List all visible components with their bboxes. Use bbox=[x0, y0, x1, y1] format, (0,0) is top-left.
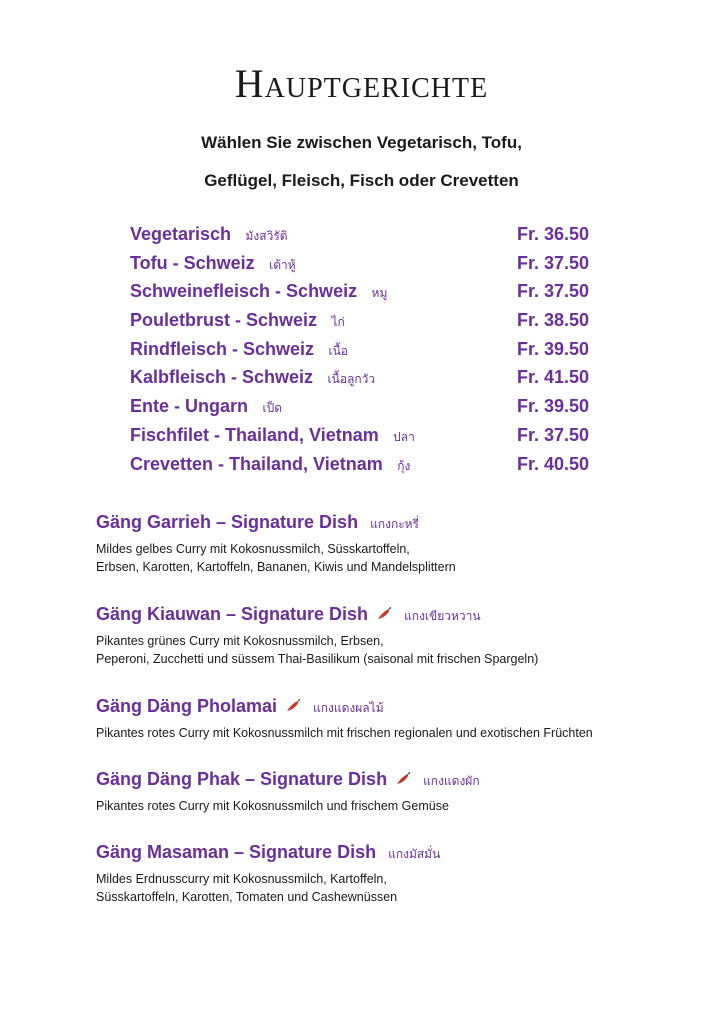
dish-thai-name: แกงเขียวหวาน bbox=[404, 609, 481, 623]
item-thai-name: เต้าหู้ bbox=[269, 257, 296, 272]
item-price: Fr. 37.50 bbox=[517, 424, 590, 445]
dish-heading bbox=[96, 769, 696, 791]
item-name: Crevetten - Thailand, Vietnam bbox=[130, 453, 383, 474]
dish-description bbox=[96, 798, 696, 816]
dish-description-line: Süsskartoffeln, Karotten, Tomaten und Cashewnüssen bbox=[96, 889, 398, 904]
item-thai-name: ปลา bbox=[393, 429, 415, 444]
dish-thai-name: แกงกะหรี่ bbox=[370, 517, 420, 531]
dish-description bbox=[96, 633, 696, 668]
item-thai-name: เนื้อ bbox=[328, 343, 349, 358]
dish-description-line: Pikantes grünes Curry mit Kokosnussmilch, Erbsen, bbox=[96, 634, 384, 648]
item-thai-name: เนื้อลูกวัว bbox=[327, 372, 376, 387]
menu-item-fischfilet bbox=[130, 425, 590, 454]
chili-pepper-icon bbox=[395, 772, 411, 786]
item-name: Ente - Ungarn bbox=[130, 396, 249, 417]
menu-item-pouletbrust bbox=[130, 310, 590, 339]
dish-description-line: Pikantes rotes Curry mit Kokosnussmilch mit frischen regionalen und exotischen Früchten bbox=[96, 726, 593, 740]
dish-heading bbox=[96, 696, 696, 718]
dish-description-line: Peperoni, Zucchetti und süssem Thai-Basilikum (saisonal mit frischen Spargeln) bbox=[96, 651, 539, 666]
dish-description-line: Mildes gelbes Curry mit Kokosnussmilch, Süsskartoffeln, bbox=[96, 542, 410, 556]
dish-name: Gäng Masaman – Signature Dish bbox=[96, 842, 377, 862]
item-name: Schweinefleisch - Schweiz bbox=[130, 281, 358, 302]
dish-description bbox=[96, 541, 696, 576]
chili-pepper-icon bbox=[376, 607, 392, 621]
dish-description bbox=[96, 871, 696, 906]
item-name: Pouletbrust - Schweiz bbox=[130, 310, 318, 331]
dish-heading bbox=[96, 842, 696, 864]
item-price: Fr. 38.50 bbox=[517, 310, 590, 331]
dish-gaeng-daeng-phak bbox=[96, 769, 696, 816]
dish-gaeng-daeng-pholamai bbox=[96, 696, 696, 743]
item-price: Fr. 40.50 bbox=[517, 453, 590, 474]
item-price: Fr. 37.50 bbox=[517, 281, 590, 302]
dish-heading bbox=[96, 512, 696, 534]
item-thai-name: มังสวิรัติ bbox=[245, 229, 288, 243]
dish-name: Gäng Däng Phak – Signature Dish bbox=[96, 769, 388, 789]
dish-thai-name: แกงแดงผัก bbox=[423, 774, 480, 788]
dish-name: Gäng Kiauwan – Signature Dish bbox=[96, 604, 369, 624]
subtitle-line-1: Wählen Sie zwischen Vegetarisch, Tofu, bbox=[201, 133, 522, 152]
item-name: Rindfleisch - Schweiz bbox=[130, 338, 315, 359]
chili-pepper-icon bbox=[285, 699, 301, 713]
item-name: Kalbfleisch - Schweiz bbox=[130, 367, 314, 388]
item-price: Fr. 39.50 bbox=[517, 338, 590, 359]
item-name: Tofu - Schweiz bbox=[130, 252, 255, 273]
dish-thai-name: แกงมัสมั่น bbox=[388, 847, 441, 861]
price-list bbox=[130, 224, 590, 482]
item-price: Fr. 37.50 bbox=[517, 252, 590, 273]
menu-item-tofu bbox=[130, 253, 590, 282]
dish-thai-name: แกงแดงผลไม้ bbox=[313, 701, 384, 715]
dish-name: Gäng Garrieh – Signature Dish bbox=[96, 512, 359, 532]
item-price: Fr. 41.50 bbox=[517, 367, 590, 388]
item-thai-name: หมู bbox=[371, 286, 388, 301]
subtitle-line-2: Geflügel, Fleisch, Fisch oder Crevetten bbox=[204, 171, 519, 190]
dish-gaeng-masaman bbox=[96, 842, 696, 906]
dish-description-line: Mildes Erdnusscurry mit Kokosnussmilch, Kartoffeln, bbox=[96, 872, 387, 886]
item-thai-name: ไก่ bbox=[331, 315, 345, 330]
item-name: Vegetarisch bbox=[130, 224, 232, 244]
item-name: Fischfilet - Thailand, Vietnam bbox=[130, 424, 379, 445]
menu-item-ente bbox=[130, 396, 590, 425]
dish-heading bbox=[96, 604, 696, 626]
menu-item-crevetten bbox=[130, 454, 590, 483]
dish-description-line: Pikantes rotes Curry mit Kokosnussmilch und frischem Gemüse bbox=[96, 799, 449, 813]
dish-description-line: Erbsen, Karotten, Kartoffeln, Bananen, Kiwis und Mandelsplittern bbox=[96, 559, 456, 574]
menu-item-vegetarisch bbox=[130, 224, 590, 253]
menu-item-kalbfleisch bbox=[130, 367, 590, 396]
menu-item-schweinefleisch bbox=[130, 281, 590, 310]
dish-description bbox=[96, 725, 696, 743]
item-thai-name: เป็ด bbox=[262, 401, 282, 416]
dish-gaeng-garrieh bbox=[96, 512, 696, 576]
item-price: Fr. 39.50 bbox=[517, 396, 590, 417]
dish-name: Gäng Däng Pholamai bbox=[96, 696, 278, 716]
dish-gaeng-kiauwan bbox=[96, 604, 696, 668]
item-thai-name: กุ้ง bbox=[397, 458, 411, 473]
menu-item-rindfleisch bbox=[130, 339, 590, 368]
page-title: Hauptgerichte bbox=[234, 61, 489, 106]
item-price: Fr. 36.50 bbox=[517, 224, 590, 244]
